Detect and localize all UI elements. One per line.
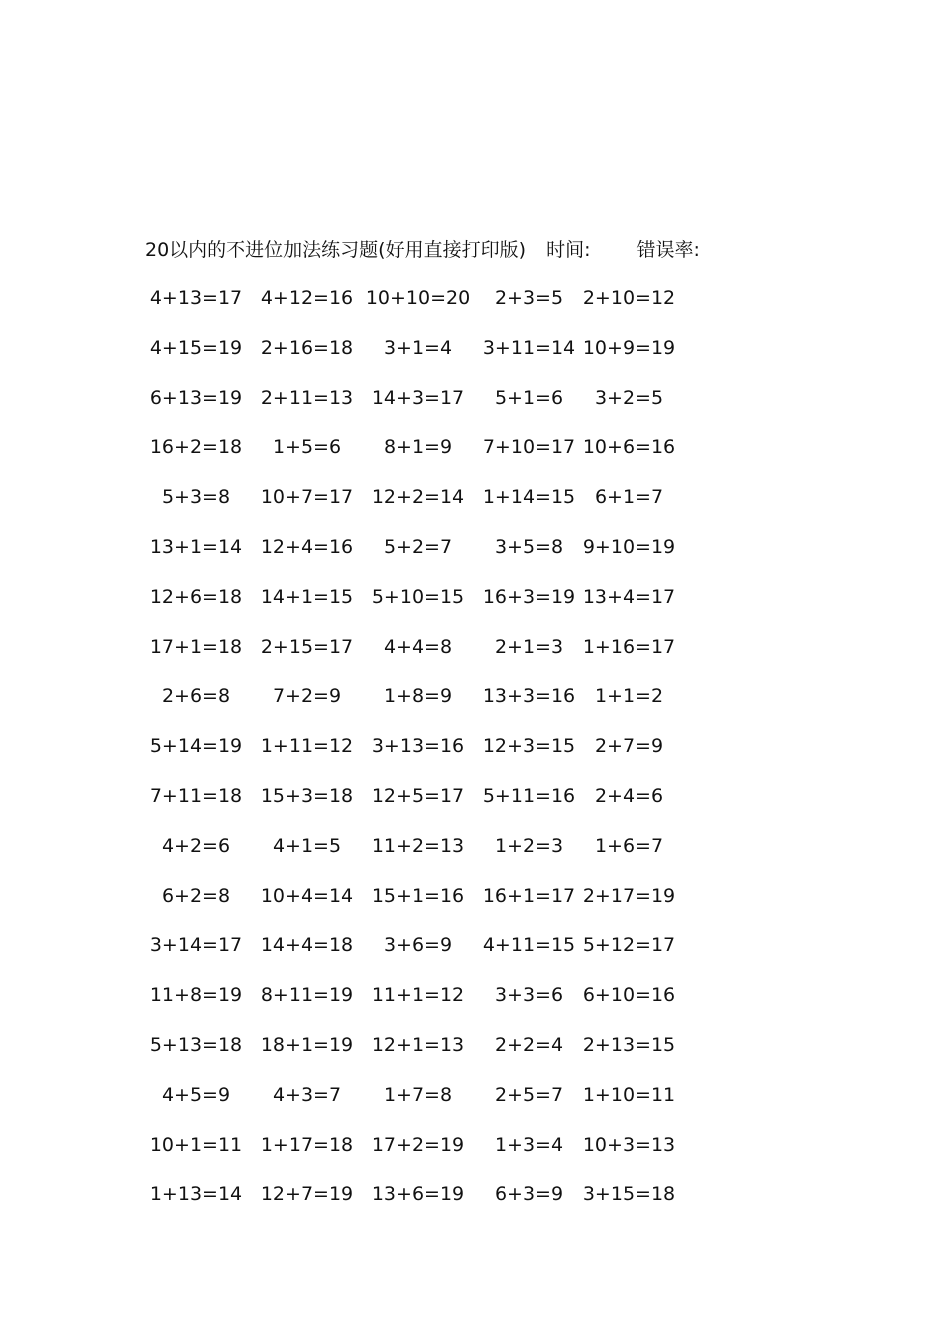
- header: [145, 236, 700, 264]
- addition-problem: 1+3=4: [494, 1133, 564, 1156]
- problem-row: [0, 1131, 950, 1181]
- problem-row: [0, 433, 950, 483]
- addition-problem: 1+10=11: [582, 1083, 676, 1106]
- addition-problem: 6+2=8: [161, 884, 231, 907]
- addition-problem: 2+16=18: [260, 336, 354, 359]
- addition-problem: 10+3=13: [582, 1133, 676, 1156]
- addition-problem: 10+7=17: [260, 486, 354, 509]
- addition-problem: 16+2=18: [149, 436, 243, 459]
- addition-problem: 2+3=5: [494, 287, 564, 309]
- addition-problem: 5+3=8: [161, 486, 231, 509]
- problem-row: [0, 732, 950, 782]
- problem-row: [0, 533, 950, 583]
- addition-problem: 11+2=13: [371, 834, 465, 857]
- addition-problem: 3+2=5: [594, 386, 664, 409]
- addition-problem: 2+17=19: [582, 884, 676, 907]
- addition-problem: 5+12=17: [582, 934, 676, 957]
- problem-row: [0, 483, 950, 533]
- addition-problem: 2+11=13: [260, 386, 354, 409]
- error-rate-label: 错误率:: [636, 239, 700, 261]
- addition-problem: 3+3=6: [494, 984, 564, 1007]
- addition-problem: 1+1=2: [594, 685, 664, 708]
- addition-problem: 10+10=20: [365, 287, 471, 309]
- addition-problem: 1+6=7: [594, 834, 664, 857]
- addition-problem: 5+2=7: [383, 535, 453, 558]
- addition-problem: 12+6=18: [149, 585, 243, 608]
- addition-problem: 1+14=15: [482, 486, 576, 509]
- addition-problem: 4+11=15: [482, 934, 576, 957]
- addition-problem: 4+4=8: [383, 635, 453, 658]
- addition-problem: 4+2=6: [161, 834, 231, 857]
- addition-problem: 6+13=19: [149, 386, 243, 409]
- problem-row: [0, 1180, 950, 1230]
- problem-row: [0, 284, 950, 334]
- addition-problem: 16+1=17: [482, 884, 576, 907]
- problem-grid: [0, 284, 950, 1230]
- addition-problem: 10+1=11: [149, 1133, 243, 1156]
- addition-problem: 8+11=19: [260, 984, 354, 1007]
- problem-row: [0, 583, 950, 633]
- addition-problem: 7+2=9: [272, 685, 342, 708]
- addition-problem: 13+6=19: [371, 1183, 465, 1206]
- addition-problem: 15+1=16: [371, 884, 465, 907]
- addition-problem: 12+1=13: [371, 1033, 465, 1056]
- addition-problem: 12+5=17: [371, 784, 465, 807]
- addition-problem: 12+4=16: [260, 535, 354, 558]
- addition-problem: 11+8=19: [149, 984, 243, 1007]
- addition-problem: 1+16=17: [582, 635, 676, 658]
- problem-row: [0, 782, 950, 832]
- addition-problem: 2+6=8: [161, 685, 231, 708]
- addition-problem: 2+5=7: [494, 1083, 564, 1106]
- problem-row: [0, 682, 950, 732]
- addition-problem: 15+3=18: [260, 784, 354, 807]
- addition-problem: 4+13=17: [149, 287, 243, 309]
- addition-problem: 3+1=4: [383, 336, 453, 359]
- problem-row: [0, 931, 950, 981]
- problem-row: [0, 981, 950, 1031]
- addition-problem: 3+13=16: [371, 735, 465, 758]
- addition-problem: 8+1=9: [383, 436, 453, 459]
- addition-problem: 16+3=19: [482, 585, 576, 608]
- addition-problem: 12+7=19: [260, 1183, 354, 1206]
- addition-problem: 10+6=16: [582, 436, 676, 459]
- addition-problem: 13+3=16: [482, 685, 576, 708]
- addition-problem: 2+4=6: [594, 784, 664, 807]
- addition-problem: 11+1=12: [371, 984, 465, 1007]
- addition-problem: 12+2=14: [371, 486, 465, 509]
- addition-problem: 6+3=9: [494, 1183, 564, 1206]
- addition-problem: 17+2=19: [371, 1133, 465, 1156]
- addition-problem: 2+2=4: [494, 1033, 564, 1056]
- problem-row: [0, 882, 950, 932]
- addition-problem: 6+1=7: [594, 486, 664, 509]
- addition-problem: 5+11=16: [482, 784, 576, 807]
- time-label: 时间:: [546, 239, 591, 261]
- problem-row: [0, 832, 950, 882]
- addition-problem: 1+5=6: [272, 436, 342, 459]
- addition-problem: 5+1=6: [494, 386, 564, 409]
- addition-problem: 14+3=17: [371, 386, 465, 409]
- addition-problem: 5+13=18: [149, 1033, 243, 1056]
- addition-problem: 2+1=3: [494, 635, 564, 658]
- addition-problem: 4+15=19: [149, 336, 243, 359]
- problem-row: [0, 633, 950, 683]
- addition-problem: 17+1=18: [149, 635, 243, 658]
- addition-problem: 2+13=15: [582, 1033, 676, 1056]
- addition-problem: 12+3=15: [482, 735, 576, 758]
- addition-problem: 1+8=9: [383, 685, 453, 708]
- addition-problem: 10+9=19: [582, 336, 676, 359]
- addition-problem: 4+5=9: [161, 1083, 231, 1106]
- addition-problem: 3+11=14: [482, 336, 576, 359]
- addition-problem: 3+5=8: [494, 535, 564, 558]
- addition-problem: 3+14=17: [149, 934, 243, 957]
- addition-problem: 2+10=12: [582, 287, 676, 309]
- addition-problem: 13+4=17: [582, 585, 676, 608]
- addition-problem: 13+1=14: [149, 535, 243, 558]
- addition-problem: 7+11=18: [149, 784, 243, 807]
- problem-row: [0, 1031, 950, 1081]
- worksheet-title: 20以内的不进位加法练习题(好用直接打印版): [145, 239, 527, 261]
- addition-problem: 1+7=8: [383, 1083, 453, 1106]
- addition-problem: 14+4=18: [260, 934, 354, 957]
- addition-problem: 3+6=9: [383, 934, 453, 957]
- addition-problem: 5+14=19: [149, 735, 243, 758]
- addition-problem: 2+7=9: [594, 735, 664, 758]
- addition-problem: 18+1=19: [260, 1033, 354, 1056]
- addition-problem: 4+1=5: [272, 834, 342, 857]
- problem-row: [0, 1081, 950, 1131]
- addition-problem: 3+15=18: [582, 1183, 676, 1206]
- problem-row: [0, 384, 950, 434]
- addition-problem: 6+10=16: [582, 984, 676, 1007]
- addition-problem: 1+11=12: [260, 735, 354, 758]
- addition-problem: 5+10=15: [371, 585, 465, 608]
- addition-problem: 4+12=16: [260, 287, 354, 309]
- addition-problem: 1+2=3: [494, 834, 564, 857]
- addition-problem: 1+17=18: [260, 1133, 354, 1156]
- addition-problem: 4+3=7: [272, 1083, 342, 1106]
- addition-problem: 1+13=14: [149, 1183, 243, 1206]
- addition-problem: 14+1=15: [260, 585, 354, 608]
- addition-problem: 10+4=14: [260, 884, 354, 907]
- addition-problem: 7+10=17: [482, 436, 576, 459]
- problem-row: [0, 334, 950, 384]
- addition-problem: 9+10=19: [582, 535, 676, 558]
- addition-problem: 2+15=17: [260, 635, 354, 658]
